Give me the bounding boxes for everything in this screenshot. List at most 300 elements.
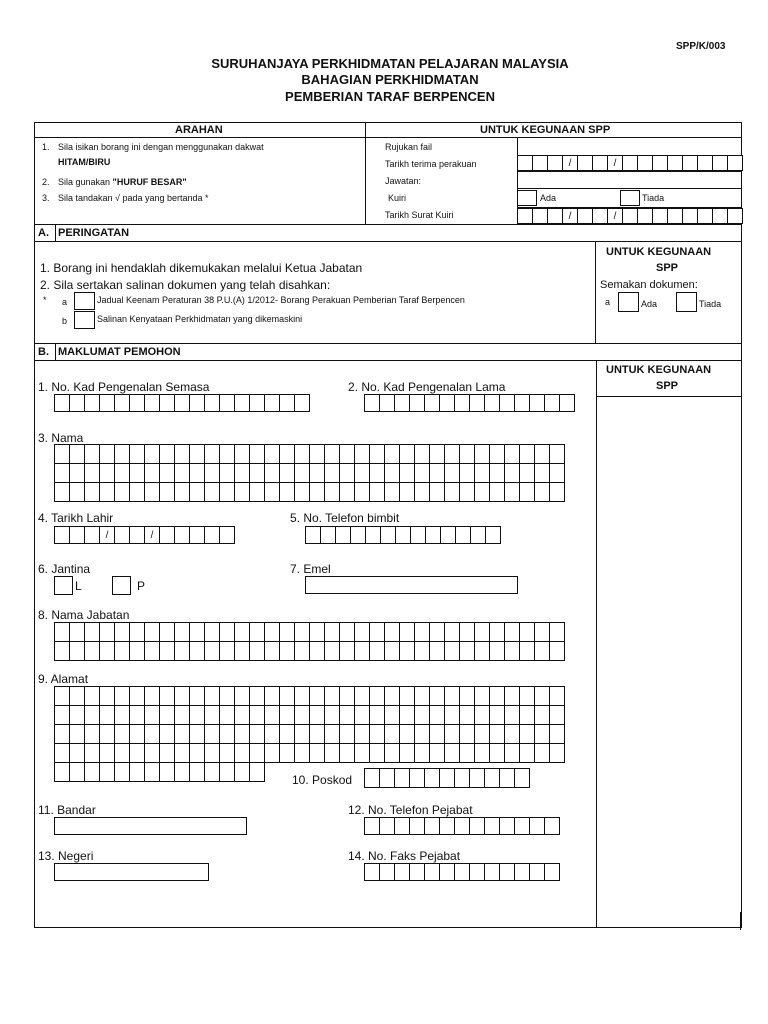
char-box[interactable]: [144, 444, 160, 464]
char-box[interactable]: [324, 724, 340, 744]
char-box[interactable]: [384, 705, 400, 725]
char-box[interactable]: [399, 444, 415, 464]
char-box[interactable]: [474, 444, 490, 464]
char-box[interactable]: [409, 768, 425, 788]
char-box[interactable]: [394, 768, 410, 788]
char-box[interactable]: [249, 762, 265, 782]
char-box[interactable]: [99, 762, 115, 782]
char-box[interactable]: [84, 743, 100, 763]
char-box[interactable]: [174, 444, 190, 464]
char-box[interactable]: [324, 463, 340, 483]
char-box[interactable]: [309, 463, 325, 483]
char-box[interactable]: [99, 686, 115, 706]
char-box[interactable]: [549, 622, 565, 642]
char-box[interactable]: [99, 705, 115, 725]
char-box[interactable]: [294, 463, 310, 483]
char-box[interactable]: [159, 686, 175, 706]
char-box[interactable]: [159, 641, 175, 661]
char-box[interactable]: [519, 686, 535, 706]
char-box[interactable]: [459, 444, 475, 464]
char-box[interactable]: [69, 622, 85, 642]
char-box[interactable]: [339, 622, 355, 642]
char-box[interactable]: [84, 622, 100, 642]
char-box[interactable]: [369, 482, 385, 502]
char-box[interactable]: [489, 482, 505, 502]
char-box[interactable]: [219, 444, 235, 464]
char-box[interactable]: [424, 768, 440, 788]
char-box[interactable]: [234, 482, 250, 502]
char-box[interactable]: [219, 622, 235, 642]
char-box[interactable]: [189, 724, 205, 744]
char-box[interactable]: [384, 686, 400, 706]
char-box[interactable]: [504, 444, 520, 464]
char-box[interactable]: [114, 724, 130, 744]
jantina-l-checkbox[interactable]: [54, 576, 73, 595]
char-box[interactable]: [174, 724, 190, 744]
char-box[interactable]: [534, 686, 550, 706]
char-box[interactable]: [429, 743, 445, 763]
char-box[interactable]: [84, 686, 100, 706]
char-box[interactable]: [219, 705, 235, 725]
char-box[interactable]: [204, 444, 220, 464]
char-box[interactable]: [309, 622, 325, 642]
char-box[interactable]: [114, 762, 130, 782]
char-box[interactable]: [69, 762, 85, 782]
char-box[interactable]: [354, 724, 370, 744]
char-box[interactable]: [114, 705, 130, 725]
char-box[interactable]: [534, 444, 550, 464]
semakan-tiada-box[interactable]: [676, 292, 697, 312]
telefon-bimbit-boxes[interactable]: [305, 526, 500, 544]
char-box[interactable]: [309, 641, 325, 661]
char-box[interactable]: [469, 768, 485, 788]
char-box[interactable]: [219, 724, 235, 744]
char-box[interactable]: [519, 463, 535, 483]
char-box[interactable]: [459, 622, 475, 642]
char-box[interactable]: [129, 762, 145, 782]
char-box[interactable]: [249, 724, 265, 744]
char-box[interactable]: [174, 743, 190, 763]
char-box[interactable]: [339, 641, 355, 661]
char-box[interactable]: [549, 463, 565, 483]
char-box[interactable]: [189, 463, 205, 483]
char-box[interactable]: [249, 482, 265, 502]
char-box[interactable]: [429, 463, 445, 483]
tarikh-lahir-boxes[interactable]: / /: [54, 526, 234, 544]
char-box[interactable]: [159, 743, 175, 763]
char-box[interactable]: [129, 724, 145, 744]
char-box[interactable]: [414, 724, 430, 744]
nama-boxes[interactable]: [54, 444, 564, 501]
char-box[interactable]: [489, 686, 505, 706]
char-box[interactable]: [99, 463, 115, 483]
char-box[interactable]: [144, 743, 160, 763]
char-box[interactable]: [144, 724, 160, 744]
char-box[interactable]: [264, 705, 280, 725]
char-box[interactable]: [534, 463, 550, 483]
char-box[interactable]: [189, 762, 205, 782]
char-box[interactable]: [399, 641, 415, 661]
tarikh-surat-boxes[interactable]: / /: [517, 208, 742, 224]
char-box[interactable]: [294, 444, 310, 464]
char-box[interactable]: [189, 444, 205, 464]
char-box[interactable]: [339, 743, 355, 763]
ic-semasa-boxes[interactable]: [54, 394, 309, 412]
char-box[interactable]: [219, 686, 235, 706]
char-box[interactable]: [174, 463, 190, 483]
char-box[interactable]: [369, 705, 385, 725]
char-box[interactable]: [294, 724, 310, 744]
char-box[interactable]: [454, 768, 470, 788]
char-box[interactable]: [429, 444, 445, 464]
char-box[interactable]: [429, 705, 445, 725]
char-box[interactable]: [144, 482, 160, 502]
char-box[interactable]: [484, 768, 500, 788]
char-box[interactable]: [444, 444, 460, 464]
char-box[interactable]: [159, 724, 175, 744]
char-box[interactable]: [144, 463, 160, 483]
char-box[interactable]: [189, 705, 205, 725]
char-box[interactable]: [339, 463, 355, 483]
char-box[interactable]: [204, 622, 220, 642]
char-box[interactable]: [234, 641, 250, 661]
char-box[interactable]: [399, 622, 415, 642]
char-box[interactable]: [54, 743, 70, 763]
char-box[interactable]: [144, 686, 160, 706]
char-box[interactable]: [379, 768, 395, 788]
char-box[interactable]: [219, 762, 235, 782]
char-box[interactable]: [489, 743, 505, 763]
char-box[interactable]: [324, 705, 340, 725]
nama-jabatan-boxes[interactable]: [54, 622, 564, 660]
negeri-input[interactable]: [54, 863, 209, 881]
char-box[interactable]: [294, 622, 310, 642]
char-box[interactable]: [534, 641, 550, 661]
char-box[interactable]: [249, 641, 265, 661]
char-box[interactable]: [474, 463, 490, 483]
char-box[interactable]: [439, 768, 455, 788]
char-box[interactable]: [294, 482, 310, 502]
char-box[interactable]: [264, 724, 280, 744]
char-box[interactable]: [414, 686, 430, 706]
char-box[interactable]: [444, 686, 460, 706]
char-box[interactable]: [414, 622, 430, 642]
char-box[interactable]: [399, 724, 415, 744]
char-box[interactable]: [324, 686, 340, 706]
char-box[interactable]: [429, 482, 445, 502]
char-box[interactable]: [69, 686, 85, 706]
char-box[interactable]: [309, 705, 325, 725]
char-box[interactable]: [84, 641, 100, 661]
char-box[interactable]: [189, 641, 205, 661]
char-box[interactable]: [384, 444, 400, 464]
char-box[interactable]: [399, 705, 415, 725]
char-box[interactable]: [129, 743, 145, 763]
char-box[interactable]: [294, 686, 310, 706]
char-box[interactable]: [54, 705, 70, 725]
char-box[interactable]: [309, 724, 325, 744]
char-box[interactable]: [159, 622, 175, 642]
char-box[interactable]: [84, 762, 100, 782]
char-box[interactable]: [504, 724, 520, 744]
char-box[interactable]: [324, 641, 340, 661]
char-box[interactable]: [519, 482, 535, 502]
char-box[interactable]: [369, 641, 385, 661]
char-box[interactable]: [474, 686, 490, 706]
char-box[interactable]: [309, 743, 325, 763]
char-box[interactable]: [429, 686, 445, 706]
char-box[interactable]: [414, 482, 430, 502]
kuiri-ada-box[interactable]: [517, 190, 537, 206]
char-box[interactable]: [219, 641, 235, 661]
char-box[interactable]: [159, 705, 175, 725]
char-box[interactable]: [534, 743, 550, 763]
char-box[interactable]: [234, 724, 250, 744]
char-box[interactable]: [519, 743, 535, 763]
char-box[interactable]: [549, 641, 565, 661]
char-box[interactable]: [504, 743, 520, 763]
char-box[interactable]: [459, 724, 475, 744]
char-box[interactable]: [234, 705, 250, 725]
char-box[interactable]: [444, 724, 460, 744]
poskod-boxes[interactable]: [364, 768, 529, 787]
char-box[interactable]: [459, 641, 475, 661]
char-box[interactable]: [144, 705, 160, 725]
char-box[interactable]: [399, 686, 415, 706]
char-box[interactable]: [384, 482, 400, 502]
char-box[interactable]: [369, 463, 385, 483]
doc-a-checkbox[interactable]: [74, 292, 95, 310]
char-box[interactable]: [534, 724, 550, 744]
char-box[interactable]: [514, 768, 530, 788]
char-box[interactable]: [234, 463, 250, 483]
char-box[interactable]: [354, 622, 370, 642]
char-box[interactable]: [264, 641, 280, 661]
char-box[interactable]: [249, 705, 265, 725]
char-box[interactable]: [429, 622, 445, 642]
char-box[interactable]: [489, 444, 505, 464]
char-box[interactable]: [54, 686, 70, 706]
char-box[interactable]: [324, 482, 340, 502]
char-box[interactable]: [384, 724, 400, 744]
char-box[interactable]: [519, 724, 535, 744]
faks-pejabat-boxes[interactable]: [364, 863, 559, 881]
char-box[interactable]: [249, 444, 265, 464]
char-box[interactable]: [549, 724, 565, 744]
char-box[interactable]: [129, 641, 145, 661]
char-box[interactable]: [129, 622, 145, 642]
char-box[interactable]: [129, 463, 145, 483]
char-box[interactable]: [69, 641, 85, 661]
char-box[interactable]: [234, 686, 250, 706]
char-box[interactable]: [234, 444, 250, 464]
char-box[interactable]: [114, 482, 130, 502]
char-box[interactable]: [189, 743, 205, 763]
char-box[interactable]: [99, 743, 115, 763]
char-box[interactable]: [534, 705, 550, 725]
char-box[interactable]: [129, 686, 145, 706]
char-box[interactable]: [219, 463, 235, 483]
char-box[interactable]: [384, 622, 400, 642]
char-box[interactable]: [279, 686, 295, 706]
char-box[interactable]: [444, 641, 460, 661]
char-box[interactable]: [129, 444, 145, 464]
char-box[interactable]: [459, 743, 475, 763]
char-box[interactable]: [444, 482, 460, 502]
char-box[interactable]: [474, 482, 490, 502]
char-box[interactable]: [459, 482, 475, 502]
char-box[interactable]: [414, 705, 430, 725]
char-box[interactable]: [339, 482, 355, 502]
char-box[interactable]: [324, 444, 340, 464]
char-box[interactable]: [339, 686, 355, 706]
char-box[interactable]: [129, 705, 145, 725]
char-box[interactable]: [144, 622, 160, 642]
char-box[interactable]: [354, 444, 370, 464]
char-box[interactable]: [249, 743, 265, 763]
ic-lama-boxes[interactable]: [364, 394, 574, 412]
char-box[interactable]: [504, 641, 520, 661]
char-box[interactable]: [84, 482, 100, 502]
char-box[interactable]: [159, 762, 175, 782]
char-box[interactable]: [204, 762, 220, 782]
char-box[interactable]: [99, 482, 115, 502]
char-box[interactable]: [549, 482, 565, 502]
char-box[interactable]: [279, 724, 295, 744]
char-box[interactable]: [444, 622, 460, 642]
char-box[interactable]: [369, 444, 385, 464]
char-box[interactable]: [369, 686, 385, 706]
char-box[interactable]: [114, 444, 130, 464]
tarikh-terima-boxes[interactable]: / /: [517, 155, 742, 171]
char-box[interactable]: [144, 762, 160, 782]
char-box[interactable]: [444, 463, 460, 483]
char-box[interactable]: [204, 705, 220, 725]
emel-input[interactable]: [305, 576, 518, 594]
char-box[interactable]: [444, 705, 460, 725]
char-box[interactable]: [504, 622, 520, 642]
char-box[interactable]: [219, 743, 235, 763]
telefon-pejabat-boxes[interactable]: [364, 817, 559, 835]
char-box[interactable]: [534, 622, 550, 642]
char-box[interactable]: [264, 686, 280, 706]
char-box[interactable]: [159, 444, 175, 464]
char-box[interactable]: [54, 622, 70, 642]
char-box[interactable]: [279, 463, 295, 483]
char-box[interactable]: [54, 482, 70, 502]
char-box[interactable]: [489, 622, 505, 642]
char-box[interactable]: [69, 724, 85, 744]
char-box[interactable]: [364, 768, 380, 788]
char-box[interactable]: [99, 724, 115, 744]
char-box[interactable]: [234, 622, 250, 642]
char-box[interactable]: [504, 686, 520, 706]
char-box[interactable]: [189, 482, 205, 502]
char-box[interactable]: [174, 482, 190, 502]
char-box[interactable]: [159, 482, 175, 502]
char-box[interactable]: [499, 768, 515, 788]
doc-b-checkbox[interactable]: [74, 311, 95, 329]
char-box[interactable]: [549, 444, 565, 464]
char-box[interactable]: [204, 482, 220, 502]
char-box[interactable]: [324, 743, 340, 763]
char-box[interactable]: [369, 622, 385, 642]
char-box[interactable]: [144, 641, 160, 661]
char-box[interactable]: [384, 641, 400, 661]
char-box[interactable]: [429, 724, 445, 744]
char-box[interactable]: [339, 444, 355, 464]
char-box[interactable]: [129, 482, 145, 502]
char-box[interactable]: [69, 705, 85, 725]
char-box[interactable]: [219, 482, 235, 502]
char-box[interactable]: [414, 463, 430, 483]
char-box[interactable]: [354, 641, 370, 661]
char-box[interactable]: [399, 482, 415, 502]
char-box[interactable]: [339, 724, 355, 744]
char-box[interactable]: [369, 724, 385, 744]
char-box[interactable]: [354, 743, 370, 763]
char-box[interactable]: [354, 463, 370, 483]
char-box[interactable]: [474, 705, 490, 725]
char-box[interactable]: [54, 463, 70, 483]
char-box[interactable]: [264, 743, 280, 763]
char-box[interactable]: [399, 463, 415, 483]
jantina-p-checkbox[interactable]: [112, 576, 131, 595]
char-box[interactable]: [444, 743, 460, 763]
char-box[interactable]: [294, 641, 310, 661]
char-box[interactable]: [204, 463, 220, 483]
char-box[interactable]: [459, 686, 475, 706]
char-box[interactable]: [504, 705, 520, 725]
char-box[interactable]: [54, 724, 70, 744]
char-box[interactable]: [54, 762, 70, 782]
char-box[interactable]: [279, 743, 295, 763]
char-box[interactable]: [234, 762, 250, 782]
char-box[interactable]: [279, 444, 295, 464]
char-box[interactable]: [549, 705, 565, 725]
char-box[interactable]: [84, 463, 100, 483]
char-box[interactable]: [369, 743, 385, 763]
char-box[interactable]: [174, 641, 190, 661]
char-box[interactable]: [399, 743, 415, 763]
char-box[interactable]: [459, 463, 475, 483]
char-box[interactable]: [489, 641, 505, 661]
char-box[interactable]: [414, 641, 430, 661]
char-box[interactable]: [189, 686, 205, 706]
char-box[interactable]: [234, 743, 250, 763]
char-box[interactable]: [204, 724, 220, 744]
char-box[interactable]: [504, 463, 520, 483]
char-box[interactable]: [354, 686, 370, 706]
char-box[interactable]: [279, 641, 295, 661]
char-box[interactable]: [519, 622, 535, 642]
char-box[interactable]: [99, 444, 115, 464]
char-box[interactable]: [189, 622, 205, 642]
char-box[interactable]: [174, 622, 190, 642]
char-box[interactable]: [549, 686, 565, 706]
char-box[interactable]: [69, 743, 85, 763]
char-box[interactable]: [534, 482, 550, 502]
char-box[interactable]: [474, 641, 490, 661]
char-box[interactable]: [69, 444, 85, 464]
char-box[interactable]: [354, 705, 370, 725]
char-box[interactable]: [384, 463, 400, 483]
char-box[interactable]: [519, 444, 535, 464]
char-box[interactable]: [519, 705, 535, 725]
char-box[interactable]: [174, 705, 190, 725]
char-box[interactable]: [504, 482, 520, 502]
char-box[interactable]: [264, 622, 280, 642]
